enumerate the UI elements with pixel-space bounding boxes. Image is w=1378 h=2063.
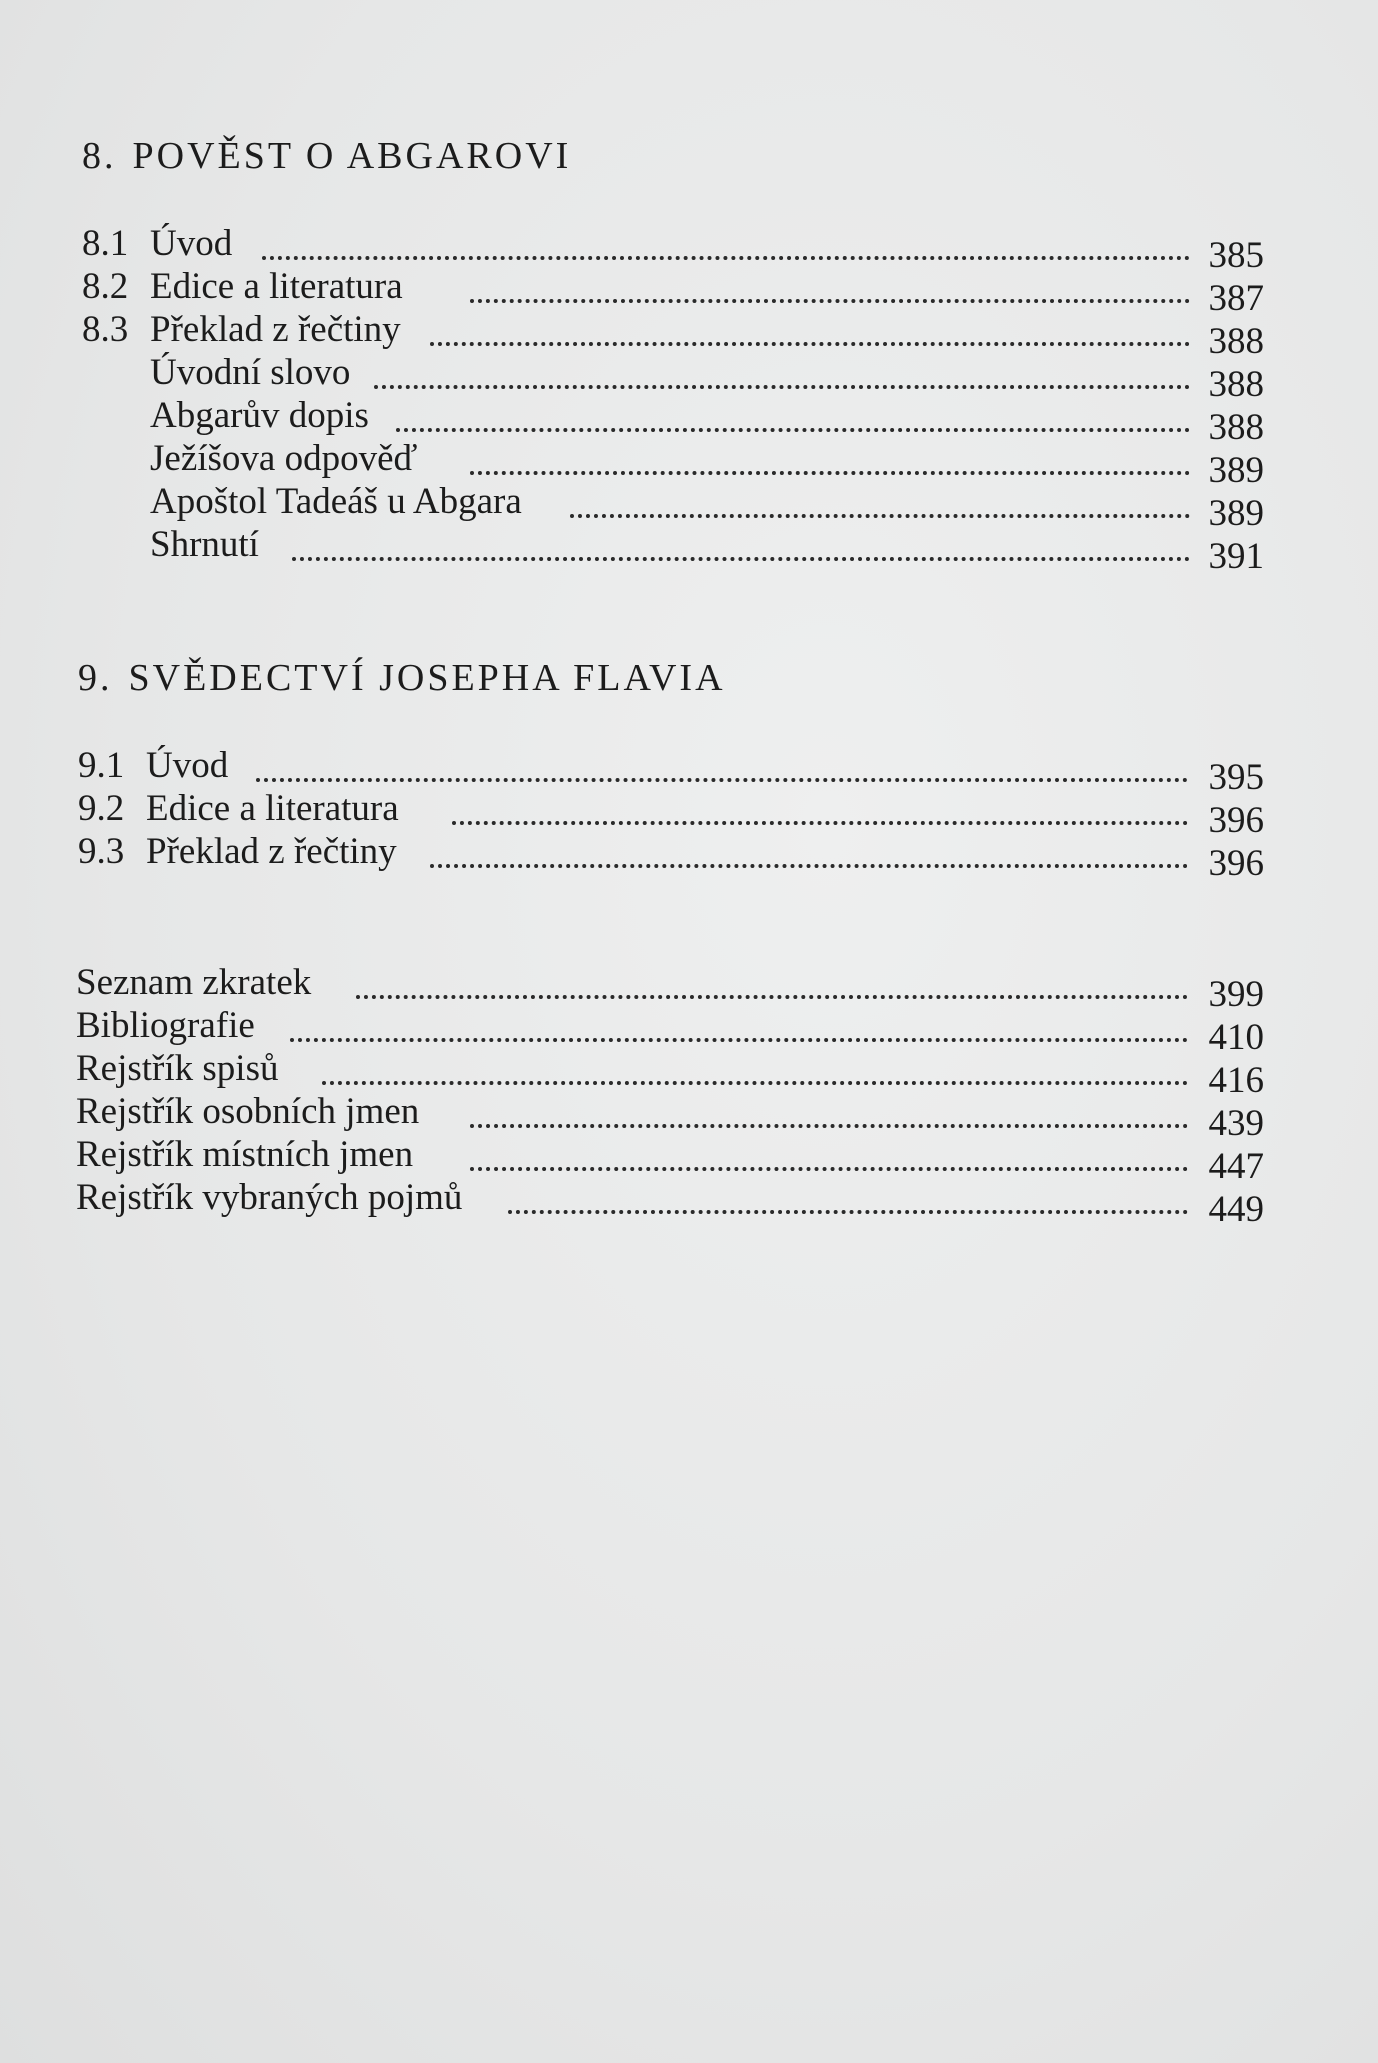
entry-title: Úvodní slovo xyxy=(150,352,351,393)
entry-title: Rejstřík vybraných pojmů xyxy=(76,1177,463,1218)
dot-leader xyxy=(322,1041,1188,1085)
dot-leader xyxy=(292,517,1190,561)
entry-page-number: 388 xyxy=(1208,364,1264,405)
dot-leader xyxy=(290,998,1188,1042)
entry-title: Úvod xyxy=(150,223,233,264)
entry-page-number: 391 xyxy=(1208,536,1264,577)
entry-title: Úvod xyxy=(146,745,229,786)
dot-leader xyxy=(262,216,1190,260)
entry-page-number: 399 xyxy=(1208,974,1264,1015)
section-number: 9. xyxy=(78,657,113,699)
entry-title: Rejstřík osobních jmen xyxy=(76,1091,420,1132)
entry-page-number: 410 xyxy=(1208,1017,1264,1058)
dot-leader xyxy=(430,824,1188,868)
entry-section-number: 9.2 xyxy=(78,788,125,829)
entry-section-number: 8.3 xyxy=(82,309,129,350)
dot-leader xyxy=(570,474,1190,518)
entry-title: Abgarův dopis xyxy=(150,395,369,436)
entry-title: Ježíšova odpověď xyxy=(150,438,418,479)
dot-leader xyxy=(374,345,1190,389)
entry-section-number: 8.1 xyxy=(82,223,129,264)
section-title: SVĚDECTVÍ JOSEPHA FLAVIA xyxy=(128,657,726,699)
dot-leader xyxy=(470,431,1190,475)
entry-section-number: 9.3 xyxy=(78,831,125,872)
entry-section-number: 9.1 xyxy=(78,745,125,786)
entry-title: Bibliografie xyxy=(76,1005,255,1046)
dot-leader xyxy=(508,1170,1188,1214)
dot-leader xyxy=(396,388,1190,432)
entry-page-number: 389 xyxy=(1208,450,1264,491)
entry-title: Překlad z řečtiny xyxy=(146,831,397,872)
section-number: 8. xyxy=(82,135,117,177)
entry-page-number: 388 xyxy=(1208,407,1264,448)
entry-page-number: 447 xyxy=(1208,1146,1264,1187)
entry-page-number: 396 xyxy=(1208,800,1264,841)
entry-title: Rejstřík místních jmen xyxy=(76,1134,414,1175)
dot-leader xyxy=(470,1084,1188,1128)
entry-page-number: 439 xyxy=(1208,1103,1264,1144)
dot-leader xyxy=(470,1127,1188,1171)
entry-page-number: 388 xyxy=(1208,321,1264,362)
entry-title: Edice a literatura xyxy=(146,788,399,829)
dot-leader xyxy=(356,955,1188,999)
dot-leader xyxy=(452,781,1188,825)
toc-entry-9-3[interactable] xyxy=(0,830,1378,884)
entry-title: Překlad z řečtiny xyxy=(150,309,401,350)
entry-title: Edice a literatura xyxy=(150,266,403,307)
entry-title: Rejstřík spisů xyxy=(76,1048,279,1089)
entry-page-number: 396 xyxy=(1208,843,1264,884)
dot-leader xyxy=(256,738,1188,782)
section-8-heading xyxy=(82,134,571,178)
entry-section-number: 8.2 xyxy=(82,266,129,307)
entry-page-number: 387 xyxy=(1208,278,1264,319)
toc-entry-rejstrik-vybranych-pojmu[interactable] xyxy=(0,1176,1378,1230)
section-9-heading xyxy=(78,656,726,700)
section-title: POVĚST O ABGAROVI xyxy=(132,135,572,177)
toc-entry-shrnuti[interactable] xyxy=(0,523,1378,577)
dot-leader xyxy=(470,259,1190,303)
entry-page-number: 395 xyxy=(1208,757,1264,798)
entry-page-number: 416 xyxy=(1208,1060,1264,1101)
entry-title: Apoštol Tadeáš u Abgara xyxy=(150,481,522,522)
entry-title: Shrnutí xyxy=(150,524,259,565)
entry-page-number: 449 xyxy=(1208,1189,1264,1230)
dot-leader xyxy=(430,302,1190,346)
entry-title: Seznam zkratek xyxy=(76,962,312,1003)
entry-page-number: 385 xyxy=(1208,235,1264,276)
entry-page-number: 389 xyxy=(1208,493,1264,534)
